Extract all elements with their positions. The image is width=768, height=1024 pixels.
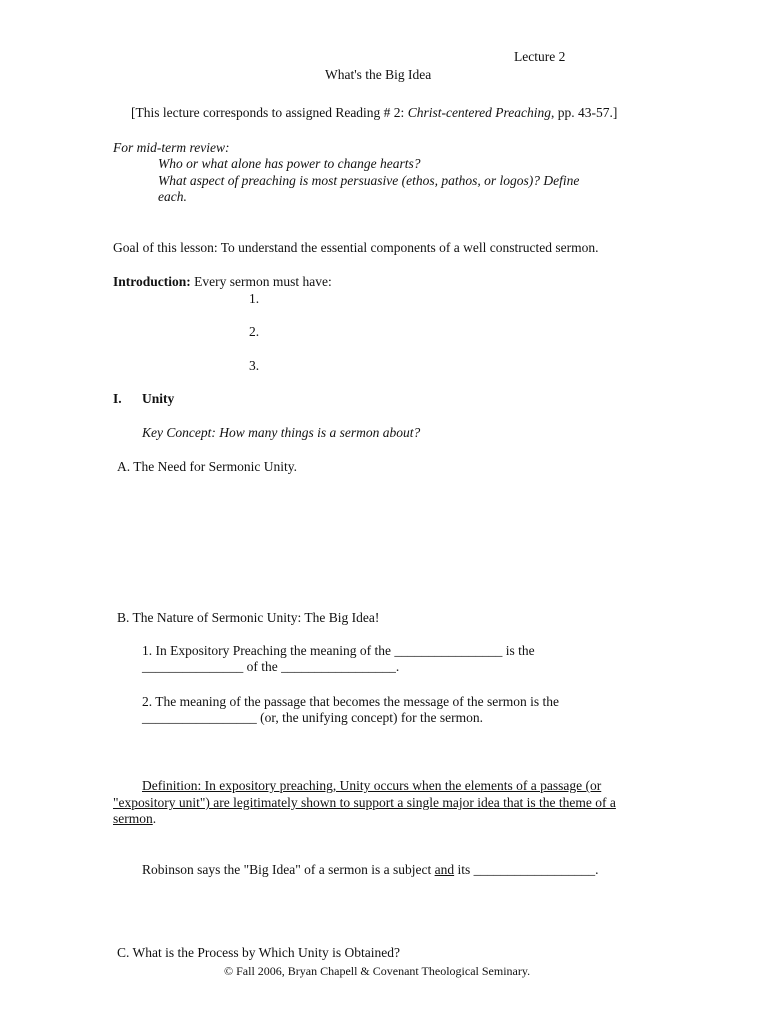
lesson-goal: Goal of this lesson: To understand the essential components of a well constructed sermon. [113,240,599,255]
reading-note [131,104,617,121]
reading-book-title: Christ-centered Preaching [407,105,552,120]
introduction-item-1: 1. [249,291,260,306]
robinson-statement [142,861,599,878]
part-b-heading: B. The Nature of Sermonic Unity: The Big Idea! [117,610,380,625]
robinson-before: Robinson says the "Big Idea" of a sermon is a subject [142,862,435,877]
review-question-2-line-2: each. [158,189,187,204]
robinson-after: its __________________. [454,862,599,877]
lecture-title: What's the Big Idea [325,67,432,82]
introduction-text: Every sermon must have: [190,274,332,289]
lecture-number: Lecture 2 [514,49,566,64]
part-b-point-2-line-1: 2. The meaning of the passage that becomes the message of the sermon is the [142,694,560,709]
definition-line-3-end: . [152,811,157,826]
part-a-heading: A. The Need for Sermonic Unity. [117,459,297,474]
part-b-point-1-line-1: 1. In Expository Preaching the meaning of the ________________ is the [142,643,535,658]
part-b-point-1-line-2: _______________ of the _________________. [142,659,400,674]
part-b-point-2-line-2: _________________ (or, the unifying concept) for the sermon. [142,710,484,725]
introduction-item-3: 3. [249,358,260,373]
definition-line-3 [113,810,156,827]
definition-line-2: "expository unit") are legitimately shown to support a single major idea that is the theme of a [113,795,616,810]
introduction [113,273,332,290]
definition-line-3-text: sermon [113,811,153,826]
review-question-1: Who or what alone has power to change hearts? [158,156,421,171]
section-1-number: I. [113,391,122,406]
robinson-and: and [434,862,455,877]
introduction-label: Introduction: [113,274,191,289]
review-question-2-line-1: What aspect of preaching is most persuasive (ethos, pathos, or logos)? Define [158,173,580,188]
copyright-footer: © Fall 2006, Bryan Chapell & Covenant Theological Seminary. [224,964,531,978]
introduction-item-2: 2. [249,324,260,339]
key-concept: Key Concept: How many things is a sermon about? [142,425,421,440]
review-heading: For mid-term review: [113,140,230,155]
section-1-title: Unity [142,391,175,406]
definition-line-1: Definition: In expository preaching, Unity occurs when the elements of a passage (or [142,778,602,793]
reading-prefix: [This lecture corresponds to assigned Reading # 2: [131,105,408,120]
part-c-heading: C. What is the Process by Which Unity is Obtained? [117,945,400,960]
reading-suffix: , pp. 43-57.] [551,105,618,120]
